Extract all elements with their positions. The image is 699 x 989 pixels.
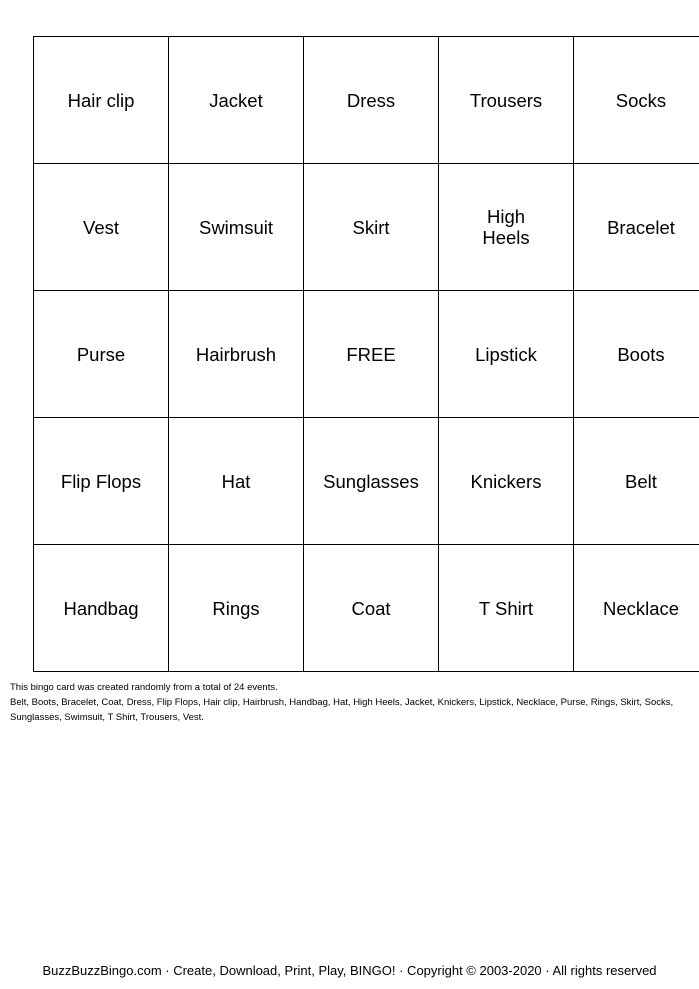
bingo-cell-label: Hat	[221, 470, 251, 492]
bingo-row	[34, 291, 699, 418]
bingo-cell-label: Socks	[615, 89, 667, 111]
bingo-cell-label: Hairbrush	[195, 343, 277, 365]
bingo-free-cell	[304, 291, 439, 418]
bingo-cell	[574, 291, 699, 418]
bingo-cell-label: Dress	[346, 89, 396, 111]
bingo-cell	[574, 37, 699, 164]
bingo-cell	[439, 418, 574, 545]
bingo-cell	[574, 164, 699, 291]
bingo-cell	[574, 418, 699, 545]
bingo-row	[34, 164, 699, 291]
bingo-cell-label: Knickers	[470, 470, 542, 492]
bingo-cell-label: Vest	[83, 216, 119, 238]
bingo-row	[34, 37, 699, 164]
bingo-cell	[304, 164, 439, 291]
bingo-cell-label: Skirt	[352, 216, 390, 238]
bingo-cell	[34, 37, 169, 164]
bingo-cell	[574, 545, 699, 672]
bingo-cell	[169, 164, 304, 291]
bingo-cell	[304, 545, 439, 672]
bingo-cell-label: Flip Flops	[60, 470, 142, 492]
bingo-cell	[34, 418, 169, 545]
card-generation-note	[10, 680, 695, 725]
bingo-cell-label: Swimsuit	[198, 216, 273, 238]
bingo-cell	[169, 291, 304, 418]
copyright-footer: BuzzBuzzBingo.com · Create, Download, Print, Play, BINGO! · Copyright © 2003-2020 · All rights reserved	[42, 963, 657, 978]
bingo-cell	[169, 37, 304, 164]
bingo-card-grid	[33, 36, 699, 672]
bingo-cell	[439, 291, 574, 418]
bingo-cell-label: T Shirt	[478, 597, 534, 619]
bingo-cell-label: Purse	[76, 343, 126, 365]
bingo-cell	[304, 37, 439, 164]
bingo-cell	[439, 545, 574, 672]
note-intro: This bingo card was created randomly from a total of 24 events.	[10, 682, 278, 693]
bingo-cell-label: Jacket	[209, 89, 263, 111]
note-events-list: Belt, Boots, Bracelet, Coat, Dress, Flip Flops, Hair clip, Hairbrush, Handbag, Hat, High Heels, Jacket, Knickers, Lipstick, Necklace, Purse, Rings, Skirt, Socks, Sunglasses, Swimsuit, T Shirt, Trousers, Vest.	[10, 697, 674, 723]
bingo-cell-label: Trousers	[469, 89, 543, 111]
bingo-cell-label: Rings	[212, 597, 260, 619]
bingo-cell-label: Necklace	[602, 597, 680, 619]
bingo-cell-label: Handbag	[63, 597, 139, 619]
bingo-cell	[439, 37, 574, 164]
bingo-cell-label: FREE	[346, 343, 396, 365]
bingo-cell-label: Belt	[625, 470, 657, 492]
bingo-cell	[169, 545, 304, 672]
bingo-cell	[34, 291, 169, 418]
bingo-cell	[34, 545, 169, 672]
bingo-cell	[304, 418, 439, 545]
bingo-cell	[439, 164, 574, 291]
bingo-cell-label: Sunglasses	[323, 470, 419, 492]
bingo-cell	[169, 418, 304, 545]
bingo-cell-label: Coat	[351, 597, 391, 619]
bingo-cell-label: High Heels	[482, 206, 530, 248]
bingo-cell-label: Boots	[617, 343, 665, 365]
bingo-row	[34, 418, 699, 545]
bingo-row	[34, 545, 699, 672]
bingo-cell-label: Hair clip	[67, 89, 135, 111]
bingo-cell-label: Lipstick	[475, 343, 537, 365]
bingo-cell	[34, 164, 169, 291]
bingo-cell-label: Bracelet	[607, 216, 675, 238]
